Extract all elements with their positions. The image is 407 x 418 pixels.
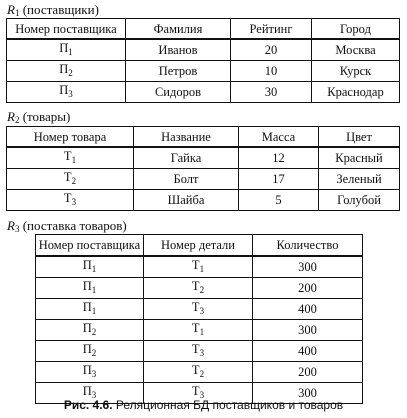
supplier-number-cell: $П_1$: [36, 256, 144, 278]
column-header: Масса: [239, 127, 319, 148]
part-number-cell: $Т_2$: [144, 362, 253, 383]
column-header: Номер поставщика: [36, 235, 144, 257]
goods-table: [6, 126, 400, 211]
table-row: [36, 278, 363, 299]
supplier-number-cell: $П_3$: [7, 82, 126, 103]
column-header: Номер детали: [144, 235, 253, 257]
column-header: Город: [312, 19, 400, 40]
supplier-number-cell: $П_2$: [7, 61, 126, 82]
mass-cell: 12: [239, 147, 319, 169]
part-number-cell: $Т_1$: [144, 320, 253, 341]
r2-relation-symbol: R: [7, 109, 15, 124]
mass-cell: 5: [239, 190, 319, 211]
table-row: [7, 147, 400, 169]
table-row: [36, 256, 363, 278]
part-number-cell: $Т_1$: [144, 256, 253, 278]
table-header-row: [7, 127, 400, 148]
r3-relation-name: (поставка товаров): [22, 218, 127, 233]
supplier-number-cell: $П_2$: [36, 320, 144, 341]
figure-label: Рис. 4.6.: [63, 398, 113, 412]
part-number-cell: $Т_2$: [144, 278, 253, 299]
table-header-row: [36, 235, 363, 257]
table-header-row: [7, 19, 400, 40]
quantity-cell: 400: [253, 299, 363, 320]
r1-caption: [7, 3, 99, 17]
supply-table: [35, 234, 363, 404]
column-header: Фамилия: [126, 19, 231, 40]
supplier-number-cell: $П_3$: [36, 383, 144, 404]
r3-relation-symbol: R: [7, 218, 15, 233]
surname-cell: Петров: [126, 61, 231, 82]
goods-name-cell: Гайка: [134, 147, 239, 169]
r1-relation-index: 1: [14, 8, 20, 18]
color-cell: Красный: [319, 147, 400, 169]
surname-cell: Иванов: [126, 39, 231, 61]
column-header: Номер поставщика: [7, 19, 126, 40]
supplier-number-cell: $П_1$: [36, 278, 144, 299]
column-header: Количество: [253, 235, 363, 257]
supplier-number-cell: $П_3$: [36, 362, 144, 383]
supplier-number-cell: $П_2$: [36, 341, 144, 362]
table-row: [7, 169, 400, 190]
table-row: [7, 190, 400, 211]
r3-relation-index: 3: [14, 224, 20, 234]
column-header: Название: [134, 127, 239, 148]
quantity-cell: 400: [253, 341, 363, 362]
column-header: Цвет: [319, 127, 400, 148]
quantity-cell: 300: [253, 383, 363, 404]
city-cell: Краснодар: [312, 82, 400, 103]
column-header: Рейтинг: [231, 19, 312, 40]
r2-relation-name: (товары): [22, 109, 71, 124]
table-row: [36, 320, 363, 341]
quantity-cell: 200: [253, 278, 363, 299]
quantity-cell: 300: [253, 320, 363, 341]
figure-text: Реляционная БД поставщиков и товаров: [115, 398, 344, 412]
r3-caption: [7, 219, 127, 233]
city-cell: Москва: [312, 39, 400, 61]
rating-cell: 10: [231, 61, 312, 82]
table-row: [36, 299, 363, 320]
r2-caption: [7, 110, 70, 124]
goods-number-cell: $Т_2$: [7, 169, 134, 190]
part-number-cell: $Т_3$: [144, 341, 253, 362]
rating-cell: 20: [231, 39, 312, 61]
goods-number-cell: $Т_1$: [7, 147, 134, 169]
color-cell: Зеленый: [319, 169, 400, 190]
supplier-number-cell: $П_1$: [36, 299, 144, 320]
table-row: [36, 341, 363, 362]
figure-caption: [0, 398, 407, 412]
surname-cell: Сидоров: [126, 82, 231, 103]
part-number-cell: $Т_3$: [144, 299, 253, 320]
table-row: [36, 362, 363, 383]
city-cell: Курск: [312, 61, 400, 82]
column-header: Номер товара: [7, 127, 134, 148]
table-row: [7, 82, 400, 103]
goods-number-cell: $Т_3$: [7, 190, 134, 211]
color-cell: Голубой: [319, 190, 400, 211]
supplier-number-cell: $П_1$: [7, 39, 126, 61]
quantity-cell: 200: [253, 362, 363, 383]
goods-name-cell: Шайба: [134, 190, 239, 211]
r2-relation-index: 2: [14, 115, 20, 125]
suppliers-table: [6, 18, 400, 103]
r1-relation-symbol: R: [7, 2, 15, 17]
quantity-cell: 300: [253, 256, 363, 278]
rating-cell: 30: [231, 82, 312, 103]
mass-cell: 17: [239, 169, 319, 190]
table-row: [7, 61, 400, 82]
table-row: [7, 39, 400, 61]
r1-relation-name: (поставщики): [22, 2, 99, 17]
goods-name-cell: Болт: [134, 169, 239, 190]
part-number-cell: $Т_3$: [144, 383, 253, 404]
